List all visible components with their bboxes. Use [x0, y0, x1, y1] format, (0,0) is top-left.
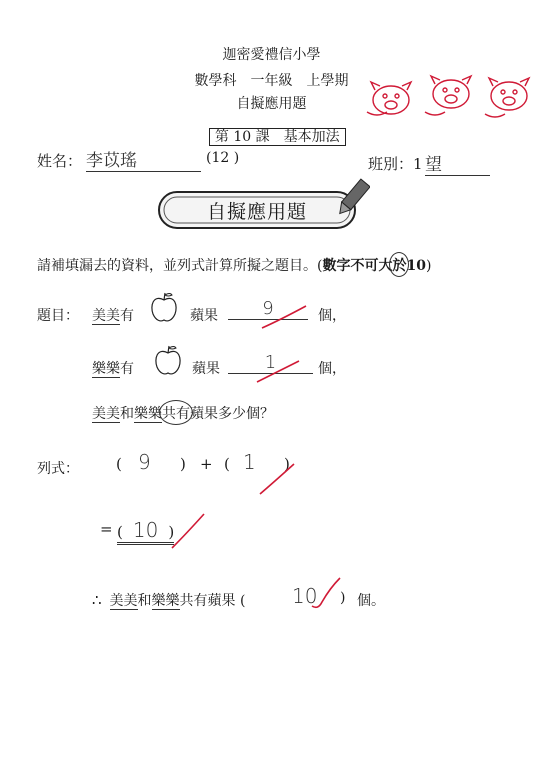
open-paren-2: ( [224, 455, 230, 473]
input-apples-2[interactable]: 1 [228, 352, 313, 374]
question-label: 題目： [37, 308, 79, 324]
working-value-1[interactable]: 9 [138, 450, 151, 474]
apple-icon [149, 290, 179, 324]
working-label: 列式： [37, 461, 79, 477]
question-line-2 [92, 358, 134, 378]
apple-icon [153, 343, 183, 377]
instruction-text: 請補填漏去的資料，並列式計算所擬之題目。( [37, 258, 323, 274]
person-meimei: 美美 [92, 406, 120, 422]
question-line-3 [92, 403, 274, 423]
lesson-label: 第 10 課 基本加法 [209, 128, 346, 146]
fruit-label-1: 蘋果 [190, 308, 218, 324]
class-field[interactable]: 望 [425, 150, 490, 176]
instruction-number: 10 [406, 258, 426, 274]
and-text: 和 [120, 406, 134, 422]
name-field[interactable]: 李苡瑤 [86, 146, 201, 172]
answer-text: 共有蘋果 ( [179, 593, 246, 609]
answer-unit: 個。 [357, 593, 385, 609]
equals-sign: = [100, 520, 113, 538]
instruction [37, 255, 431, 275]
name-label: 姓名： [37, 152, 83, 170]
and-text: 和 [137, 593, 152, 609]
student-number: (12 ) [206, 150, 240, 166]
person-lele: 樂樂 [134, 406, 162, 422]
input-apples-1[interactable]: 9 [228, 298, 308, 320]
check-mark-icon [170, 512, 210, 552]
result-open: ( [117, 523, 123, 541]
answer-line [92, 590, 245, 610]
class-label: 班別：1 [368, 155, 423, 173]
unit-1: 個， [318, 308, 346, 324]
open-paren-1: ( [116, 455, 122, 473]
subject-line: 數學科 一年級 上學期 [194, 73, 349, 89]
answer-close: ) [340, 590, 346, 606]
therefore-sign: ∴ [92, 591, 102, 609]
plus-sign: + [200, 455, 213, 473]
result-value[interactable]: 10 [132, 518, 159, 542]
fruit-label-2: 蘋果 [192, 361, 220, 377]
close-paren-2: ) [284, 455, 290, 473]
has-text: 有 [120, 361, 134, 377]
check-mark-icon [255, 358, 305, 386]
question-line-1 [92, 305, 134, 325]
has-text: 有 [120, 308, 134, 324]
banner-title: 自擬應用題 [206, 201, 307, 223]
person-lele: 樂樂 [92, 361, 120, 377]
person-lele: 樂樂 [151, 593, 180, 609]
check-mark-icon [310, 576, 344, 612]
unit-2: 個， [318, 361, 346, 377]
instruction-circled: 於 [392, 255, 406, 275]
check-mark-icon [258, 462, 298, 498]
working-value-2[interactable]: 1 [243, 450, 256, 474]
school-name: 迦密愛禮信小學 [222, 47, 321, 63]
person-meimei: 美美 [92, 308, 120, 324]
result-line [117, 518, 174, 545]
lesson-box [200, 110, 346, 146]
person-meimei: 美美 [109, 593, 138, 609]
close-paren-1: ) [180, 455, 186, 473]
check-mark-icon [260, 302, 310, 332]
instruction-close: ) [425, 258, 432, 274]
circled-total: 共有 [162, 403, 190, 423]
pencil-icon [334, 178, 370, 220]
result-close: ) [168, 523, 175, 541]
answer-value[interactable]: 10 [292, 584, 318, 608]
worksheet-title: 自擬應用題 [236, 96, 307, 112]
instruction-bold: 數字不可大 [322, 258, 393, 274]
question-rest: 蘋果多少個？ [190, 406, 274, 422]
pig-stamp-icon [363, 72, 533, 127]
